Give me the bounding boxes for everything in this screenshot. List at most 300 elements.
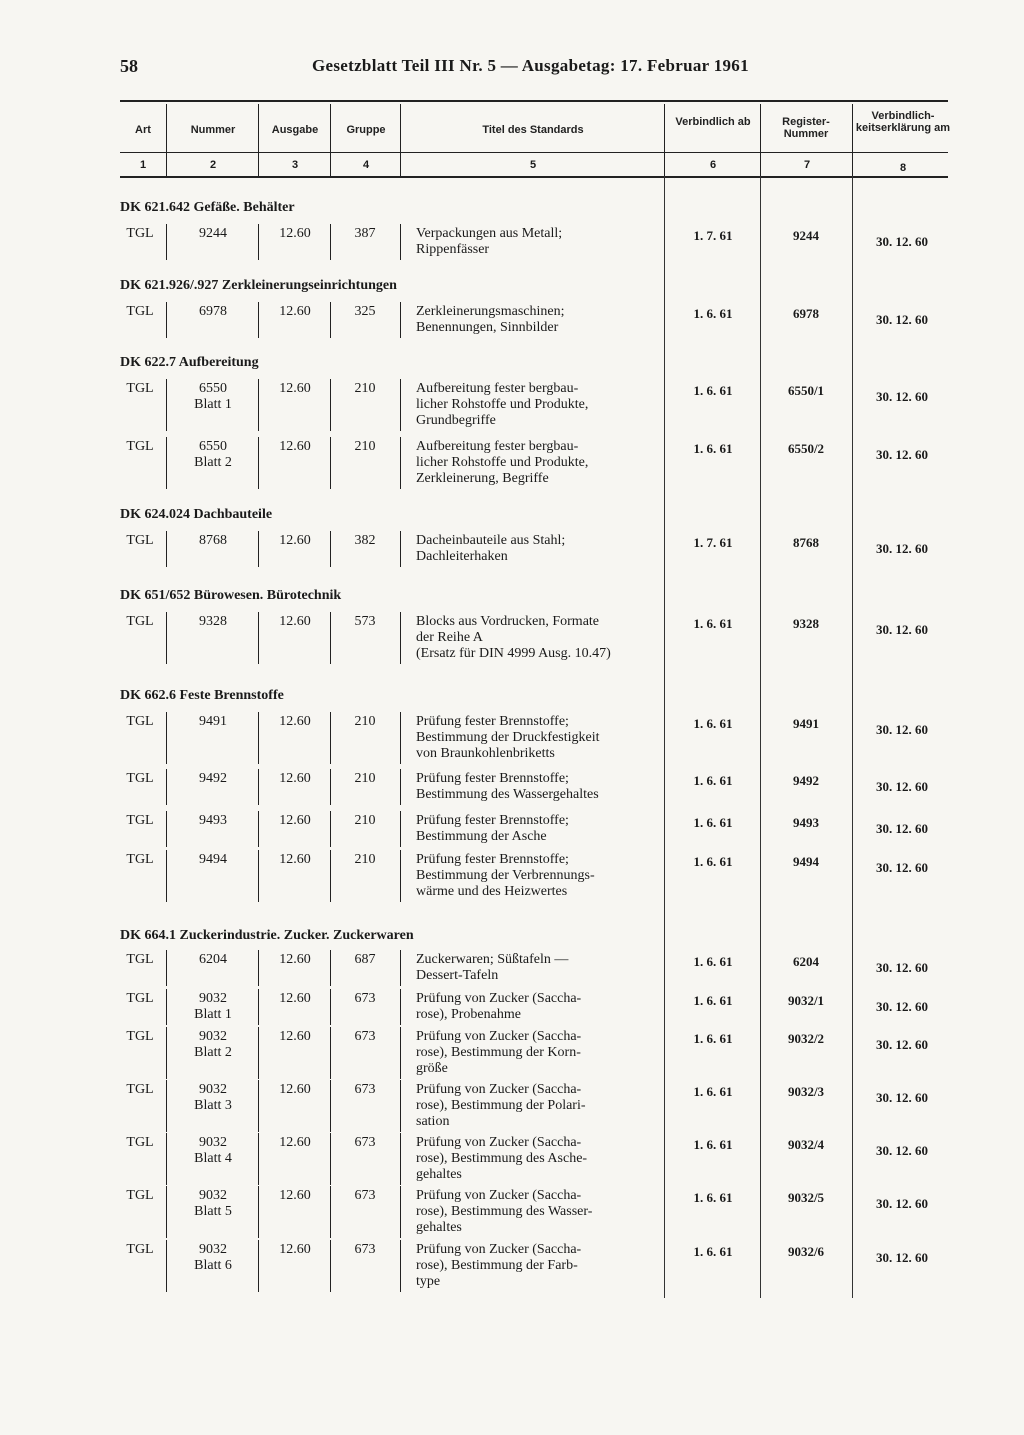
- row-titel: [416, 714, 662, 762]
- row-verbindlich-ab: 1. 6. 61: [693, 1244, 733, 1259]
- colhdr-verbindlich-ab: Verbindlich ab: [675, 116, 751, 128]
- row-column-bar: [258, 712, 259, 764]
- row-column-bar: [330, 302, 331, 338]
- row-titel: [416, 381, 662, 429]
- row-art: TGL: [126, 1029, 154, 1044]
- row-column-bar: [330, 950, 331, 986]
- row-titel-line: (Ersatz für DIN 4999 Ausg. 10.47): [416, 646, 611, 661]
- page-header: [120, 56, 950, 80]
- row-verbindlich-am: 30. 12. 60: [876, 622, 928, 637]
- row-titel-line: Bestimmung der Verbrennungs-: [416, 868, 595, 883]
- row-nummer-line: Blatt 6: [194, 1258, 232, 1273]
- colhdr-nummer: Nummer: [190, 124, 236, 136]
- colnum-4: 4: [362, 159, 370, 171]
- row-ausgabe: 12.60: [279, 1082, 311, 1097]
- row-nummer-line: 6550: [199, 439, 227, 454]
- row-column-bar: [258, 531, 259, 567]
- row-art: TGL: [126, 1082, 154, 1097]
- row-column-bar: [166, 302, 167, 338]
- row-column-bar: [166, 1240, 167, 1292]
- row-nummer: [170, 614, 256, 630]
- row-titel-line: Prüfung fester Brennstoffe;: [416, 852, 569, 867]
- row-gruppe: 673: [354, 1029, 376, 1044]
- row-column-bar: [166, 379, 167, 431]
- row-column-bar: [166, 769, 167, 805]
- row-column-bar: [330, 379, 331, 431]
- row-titel-line: der Reihe A: [416, 630, 483, 645]
- row-ausgabe: 12.60: [279, 1188, 311, 1203]
- row-titel-line: Zuckerwaren; Süßtafeln —: [416, 952, 569, 967]
- row-column-bar: [330, 1240, 331, 1292]
- row-verbindlich-am: 30. 12. 60: [876, 1090, 928, 1105]
- colnum-1: 1: [139, 159, 147, 171]
- row-register-nummer: 9032/3: [787, 1084, 825, 1099]
- row-column-bar: [400, 1240, 401, 1292]
- section-heading: DK 621.642 Gefäße. Behälter: [120, 200, 295, 215]
- row-titel-line: Bestimmung der Asche: [416, 829, 547, 844]
- colnum-6: 6: [709, 159, 717, 171]
- row-gruppe: 673: [354, 1242, 376, 1257]
- row-nummer: [170, 439, 256, 471]
- row-nummer: [170, 1029, 256, 1061]
- row-ausgabe: 12.60: [279, 1135, 311, 1150]
- row-verbindlich-am: 30. 12. 60: [876, 779, 928, 794]
- row-nummer: [170, 1082, 256, 1114]
- row-column-bar: [400, 224, 401, 260]
- row-nummer-line: Blatt 5: [194, 1204, 232, 1219]
- row-nummer: [170, 381, 256, 413]
- row-column-bar: [400, 712, 401, 764]
- row-titel-line: Dacheinbauteile aus Stahl;: [416, 533, 566, 548]
- row-ausgabe: 12.60: [279, 533, 311, 548]
- row-gruppe: 210: [354, 381, 376, 396]
- row-column-bar: [258, 302, 259, 338]
- row-titel-line: gehaltes: [416, 1220, 462, 1235]
- row-titel-line: Prüfung fester Brennstoffe;: [416, 813, 569, 828]
- row-titel-line: Rippenfässer: [416, 242, 490, 257]
- row-verbindlich-am: 30. 12. 60: [876, 1037, 928, 1052]
- colhdr-gruppe: Gruppe: [346, 124, 386, 136]
- colnum-3: 3: [291, 159, 299, 171]
- row-titel: [416, 304, 662, 336]
- row-column-bar: [166, 989, 167, 1025]
- row-column-bar: [330, 811, 331, 847]
- row-column-bar: [166, 1186, 167, 1238]
- row-art: TGL: [126, 1242, 154, 1257]
- row-titel: [416, 1135, 662, 1183]
- row-art: TGL: [126, 381, 154, 396]
- row-titel-line: Prüfung fester Brennstoffe;: [416, 771, 569, 786]
- row-verbindlich-ab: 1. 6. 61: [693, 773, 733, 788]
- row-column-bar: [400, 437, 401, 489]
- row-column-bar: [330, 531, 331, 567]
- row-column-bar: [166, 437, 167, 489]
- row-verbindlich-ab: 1. 6. 61: [693, 854, 733, 869]
- row-titel: [416, 533, 662, 565]
- row-ausgabe: 12.60: [279, 1029, 311, 1044]
- row-nummer: [170, 304, 256, 320]
- row-column-bar: [258, 989, 259, 1025]
- row-column-bar: [330, 989, 331, 1025]
- row-verbindlich-am: 30. 12. 60: [876, 541, 928, 556]
- row-verbindlich-am: 30. 12. 60: [876, 234, 928, 249]
- row-titel-line: Prüfung von Zucker (Saccha-: [416, 1188, 582, 1203]
- header-bottom-rule: [120, 176, 948, 178]
- row-titel-line: wärme und des Heizwertes: [416, 884, 568, 899]
- row-nummer: [170, 771, 256, 787]
- row-art: TGL: [126, 952, 154, 967]
- row-column-bar: [258, 1240, 259, 1292]
- row-verbindlich-am: 30. 12. 60: [876, 960, 928, 975]
- colhdr-register-nummer: Register-Nummer: [782, 116, 830, 140]
- row-column-bar: [258, 379, 259, 431]
- row-column-bar: [330, 612, 331, 664]
- row-gruppe: 387: [354, 226, 376, 241]
- journal-title: Gesetzblatt Teil III Nr. 5 — Ausgabetag: 17. Februar 1961: [312, 56, 749, 75]
- row-titel-line: licher Rohstoffe und Produkte,: [416, 397, 589, 412]
- row-column-bar: [258, 1186, 259, 1238]
- header-divider-rule: [120, 152, 948, 153]
- row-titel-line: Benennungen, Sinnbilder: [416, 320, 559, 335]
- row-nummer-line: 9032: [199, 1029, 227, 1044]
- row-verbindlich-am: 30. 12. 60: [876, 312, 928, 327]
- row-nummer-line: 9032: [199, 1188, 227, 1203]
- col-sep: [664, 104, 665, 176]
- row-column-bar: [258, 1027, 259, 1079]
- row-column-bar: [330, 1080, 331, 1132]
- col-rule-6: [664, 176, 665, 1298]
- row-titel-line: type: [416, 1274, 441, 1289]
- row-verbindlich-am: 30. 12. 60: [876, 447, 928, 462]
- row-ausgabe: 12.60: [279, 1242, 311, 1257]
- row-column-bar: [400, 811, 401, 847]
- row-titel: [416, 1242, 662, 1290]
- row-titel-line: Zerkleinerungsmaschinen;: [416, 304, 565, 319]
- row-titel-line: Aufbereitung fester bergbau-: [416, 439, 579, 454]
- row-register-nummer: 9032/2: [787, 1031, 825, 1046]
- row-titel-line: rose), Bestimmung des Asche-: [416, 1151, 588, 1166]
- row-verbindlich-ab: 1. 6. 61: [693, 954, 733, 969]
- row-titel: [416, 813, 662, 845]
- row-titel-line: Verpackungen aus Metall;: [416, 226, 563, 241]
- col-sep: [258, 104, 259, 176]
- row-verbindlich-ab: 1. 6. 61: [693, 306, 733, 321]
- row-column-bar: [330, 712, 331, 764]
- row-verbindlich-ab: 1. 6. 61: [693, 1137, 733, 1152]
- colnum-7: 7: [803, 159, 811, 171]
- colhdr-ausgabe: Ausgabe: [271, 124, 319, 136]
- row-verbindlich-ab: 1. 6. 61: [693, 993, 733, 1008]
- row-column-bar: [166, 950, 167, 986]
- row-ausgabe: 12.60: [279, 952, 311, 967]
- row-register-nummer: 9491: [793, 716, 819, 731]
- row-titel: [416, 852, 662, 900]
- row-ausgabe: 12.60: [279, 381, 311, 396]
- row-register-nummer: 8768: [793, 535, 819, 550]
- row-titel-line: rose), Bestimmung der Farb-: [416, 1258, 578, 1273]
- row-verbindlich-am: 30. 12. 60: [876, 722, 928, 737]
- row-column-bar: [400, 531, 401, 567]
- row-art: TGL: [126, 1188, 154, 1203]
- row-column-bar: [258, 612, 259, 664]
- row-column-bar: [258, 811, 259, 847]
- row-titel-line: Grundbegriffe: [416, 413, 496, 428]
- row-nummer-line: 9328: [199, 614, 227, 629]
- row-ausgabe: 12.60: [279, 813, 311, 828]
- row-art: TGL: [126, 1135, 154, 1150]
- row-art: TGL: [126, 714, 154, 729]
- row-titel-line: Dessert-Tafeln: [416, 968, 499, 983]
- row-gruppe: 673: [354, 1135, 376, 1150]
- row-nummer-line: 6204: [199, 952, 227, 967]
- row-ausgabe: 12.60: [279, 771, 311, 786]
- row-column-bar: [330, 850, 331, 902]
- row-titel-line: Prüfung von Zucker (Saccha-: [416, 1135, 582, 1150]
- section-heading: DK 621.926/.927 Zerkleinerungseinrichtungen: [120, 278, 397, 293]
- row-gruppe: 325: [354, 304, 376, 319]
- row-register-nummer: 9032/5: [787, 1190, 825, 1205]
- row-column-bar: [400, 612, 401, 664]
- row-nummer: [170, 852, 256, 868]
- row-ausgabe: 12.60: [279, 991, 311, 1006]
- row-nummer-line: 9032: [199, 991, 227, 1006]
- row-column-bar: [166, 1027, 167, 1079]
- row-nummer-line: 6978: [199, 304, 227, 319]
- row-column-bar: [330, 769, 331, 805]
- section-heading: DK 651/652 Bürowesen. Bürotechnik: [120, 588, 342, 603]
- row-gruppe: 573: [354, 614, 376, 629]
- row-column-bar: [258, 769, 259, 805]
- row-column-bar: [330, 1186, 331, 1238]
- row-verbindlich-am: 30. 12. 60: [876, 860, 928, 875]
- row-column-bar: [330, 1133, 331, 1185]
- row-nummer: [170, 226, 256, 242]
- section-heading: DK 622.7 Aufbereitung: [120, 355, 259, 370]
- row-nummer-line: Blatt 1: [194, 1007, 232, 1022]
- row-column-bar: [400, 989, 401, 1025]
- row-titel-line: von Braunkohlenbriketts: [416, 746, 555, 761]
- row-verbindlich-ab: 1. 6. 61: [693, 815, 733, 830]
- row-nummer-line: 9493: [199, 813, 227, 828]
- row-register-nummer: 9494: [793, 854, 819, 869]
- row-register-nummer: 9244: [793, 228, 819, 243]
- row-nummer-line: 9491: [199, 714, 227, 729]
- row-verbindlich-am: 30. 12. 60: [876, 1196, 928, 1211]
- row-column-bar: [258, 437, 259, 489]
- row-gruppe: 382: [354, 533, 376, 548]
- col-sep: [330, 104, 331, 176]
- colnum-8: 8: [899, 162, 907, 174]
- row-art: TGL: [126, 991, 154, 1006]
- row-titel-line: Prüfung fester Brennstoffe;: [416, 714, 569, 729]
- row-titel-line: Aufbereitung fester bergbau-: [416, 381, 579, 396]
- row-column-bar: [166, 1080, 167, 1132]
- row-titel-line: Bestimmung der Druckfestigkeit: [416, 730, 600, 745]
- row-register-nummer: 9032/4: [787, 1137, 825, 1152]
- row-titel-line: rose), Probenahme: [416, 1007, 521, 1022]
- row-titel: [416, 1188, 662, 1236]
- row-titel-line: rose), Bestimmung des Wasser-: [416, 1204, 593, 1219]
- row-column-bar: [166, 712, 167, 764]
- row-titel-line: Blocks aus Vordrucken, Formate: [416, 614, 600, 629]
- row-nummer: [170, 533, 256, 549]
- row-column-bar: [166, 1133, 167, 1185]
- row-register-nummer: 9032/1: [787, 993, 825, 1008]
- row-gruppe: 210: [354, 439, 376, 454]
- row-column-bar: [258, 224, 259, 260]
- row-titel-line: Prüfung von Zucker (Saccha-: [416, 1029, 582, 1044]
- row-verbindlich-am: 30. 12. 60: [876, 821, 928, 836]
- row-column-bar: [258, 1080, 259, 1132]
- row-column-bar: [258, 950, 259, 986]
- row-gruppe: 673: [354, 1082, 376, 1097]
- row-gruppe: 673: [354, 1188, 376, 1203]
- row-verbindlich-am: 30. 12. 60: [876, 389, 928, 404]
- row-verbindlich-ab: 1. 6. 61: [693, 616, 733, 631]
- row-verbindlich-ab: 1. 7. 61: [693, 228, 733, 243]
- row-column-bar: [330, 437, 331, 489]
- row-titel: [416, 1082, 662, 1130]
- row-verbindlich-am: 30. 12. 60: [876, 1143, 928, 1158]
- col-sep: [852, 104, 853, 176]
- row-register-nummer: 6550/2: [787, 441, 825, 456]
- row-verbindlich-ab: 1. 7. 61: [693, 535, 733, 550]
- row-register-nummer: 9032/6: [787, 1244, 825, 1259]
- row-nummer: [170, 991, 256, 1023]
- row-column-bar: [400, 850, 401, 902]
- row-art: TGL: [126, 614, 154, 629]
- row-nummer: [170, 952, 256, 968]
- row-gruppe: 687: [354, 952, 376, 967]
- row-verbindlich-am: 30. 12. 60: [876, 999, 928, 1014]
- row-titel-line: gehaltes: [416, 1167, 462, 1182]
- row-column-bar: [400, 1133, 401, 1185]
- row-nummer-line: Blatt 4: [194, 1151, 232, 1166]
- row-nummer-line: 9032: [199, 1242, 227, 1257]
- row-column-bar: [400, 302, 401, 338]
- row-titel-line: Dachleiterhaken: [416, 549, 508, 564]
- col-sep: [760, 104, 761, 176]
- row-art: TGL: [126, 226, 154, 241]
- row-gruppe: 673: [354, 991, 376, 1006]
- row-titel-line: sation: [416, 1114, 450, 1129]
- row-art: TGL: [126, 852, 154, 867]
- row-ausgabe: 12.60: [279, 226, 311, 241]
- row-register-nummer: 9493: [793, 815, 819, 830]
- row-nummer-line: 6550: [199, 381, 227, 396]
- row-register-nummer: 6978: [793, 306, 819, 321]
- row-art: TGL: [126, 771, 154, 786]
- section-heading: DK 664.1 Zuckerindustrie. Zucker. Zuckerwaren: [120, 928, 414, 943]
- row-titel: [416, 952, 662, 984]
- row-titel-line: Prüfung von Zucker (Saccha-: [416, 1242, 582, 1257]
- row-ausgabe: 12.60: [279, 852, 311, 867]
- row-column-bar: [400, 1186, 401, 1238]
- colhdr-titel: Titel des Standards: [482, 124, 584, 136]
- row-column-bar: [258, 850, 259, 902]
- row-titel-line: größe: [416, 1061, 448, 1076]
- row-ausgabe: 12.60: [279, 304, 311, 319]
- colhdr-art: Art: [135, 124, 151, 136]
- row-nummer-line: 9494: [199, 852, 227, 867]
- row-titel: [416, 226, 662, 258]
- row-nummer-line: 9032: [199, 1082, 227, 1097]
- row-titel-line: Prüfung von Zucker (Saccha-: [416, 991, 582, 1006]
- section-heading: DK 624.024 Dachbauteile: [120, 507, 273, 522]
- row-titel-line: rose), Bestimmung der Polari-: [416, 1098, 586, 1113]
- row-titel: [416, 614, 662, 662]
- row-column-bar: [166, 531, 167, 567]
- row-column-bar: [400, 1080, 401, 1132]
- row-nummer: [170, 813, 256, 829]
- col-sep: [166, 104, 167, 176]
- row-register-nummer: 6550/1: [787, 383, 825, 398]
- row-art: TGL: [126, 304, 154, 319]
- row-column-bar: [400, 950, 401, 986]
- section-heading: DK 662.6 Feste Brennstoffe: [120, 688, 284, 703]
- row-column-bar: [400, 1027, 401, 1079]
- row-verbindlich-am: 30. 12. 60: [876, 1250, 928, 1265]
- row-nummer-line: Blatt 2: [194, 455, 232, 470]
- row-gruppe: 210: [354, 771, 376, 786]
- row-verbindlich-ab: 1. 6. 61: [693, 441, 733, 456]
- row-nummer-line: 9244: [199, 226, 227, 241]
- row-titel-line: Prüfung von Zucker (Saccha-: [416, 1082, 582, 1097]
- row-ausgabe: 12.60: [279, 439, 311, 454]
- row-gruppe: 210: [354, 714, 376, 729]
- row-column-bar: [400, 379, 401, 431]
- row-ausgabe: 12.60: [279, 714, 311, 729]
- row-ausgabe: 12.60: [279, 614, 311, 629]
- row-titel: [416, 991, 662, 1023]
- row-nummer-line: Blatt 2: [194, 1045, 232, 1060]
- row-nummer: [170, 1135, 256, 1167]
- row-column-bar: [166, 224, 167, 260]
- table-top-rule: [120, 100, 948, 102]
- row-verbindlich-ab: 1. 6. 61: [693, 1190, 733, 1205]
- colhdr-verbindlichkeitserklaerung: Verbindlich-keitserklärung am: [855, 110, 951, 134]
- row-nummer: [170, 714, 256, 730]
- row-art: TGL: [126, 533, 154, 548]
- colnum-5: 5: [529, 159, 537, 171]
- col-sep: [400, 104, 401, 176]
- row-verbindlich-ab: 1. 6. 61: [693, 1031, 733, 1046]
- row-verbindlich-ab: 1. 6. 61: [693, 1084, 733, 1099]
- row-titel-line: rose), Bestimmung der Korn-: [416, 1045, 581, 1060]
- row-column-bar: [166, 612, 167, 664]
- row-titel-line: licher Rohstoffe und Produkte,: [416, 455, 589, 470]
- row-titel-line: Bestimmung des Wassergehaltes: [416, 787, 599, 802]
- row-nummer-line: Blatt 1: [194, 397, 232, 412]
- row-register-nummer: 9492: [793, 773, 819, 788]
- row-titel: [416, 1029, 662, 1077]
- row-gruppe: 210: [354, 852, 376, 867]
- row-column-bar: [258, 1133, 259, 1185]
- row-titel: [416, 771, 662, 803]
- colnum-2: 2: [209, 159, 217, 171]
- row-gruppe: 210: [354, 813, 376, 828]
- row-column-bar: [330, 1027, 331, 1079]
- row-column-bar: [166, 850, 167, 902]
- col-rule-8: [852, 176, 853, 1298]
- row-verbindlich-ab: 1. 6. 61: [693, 716, 733, 731]
- row-register-nummer: 6204: [793, 954, 819, 969]
- row-art: TGL: [126, 439, 154, 454]
- row-column-bar: [166, 811, 167, 847]
- row-nummer-line: 8768: [199, 533, 227, 548]
- row-titel: [416, 439, 662, 487]
- row-art: TGL: [126, 813, 154, 828]
